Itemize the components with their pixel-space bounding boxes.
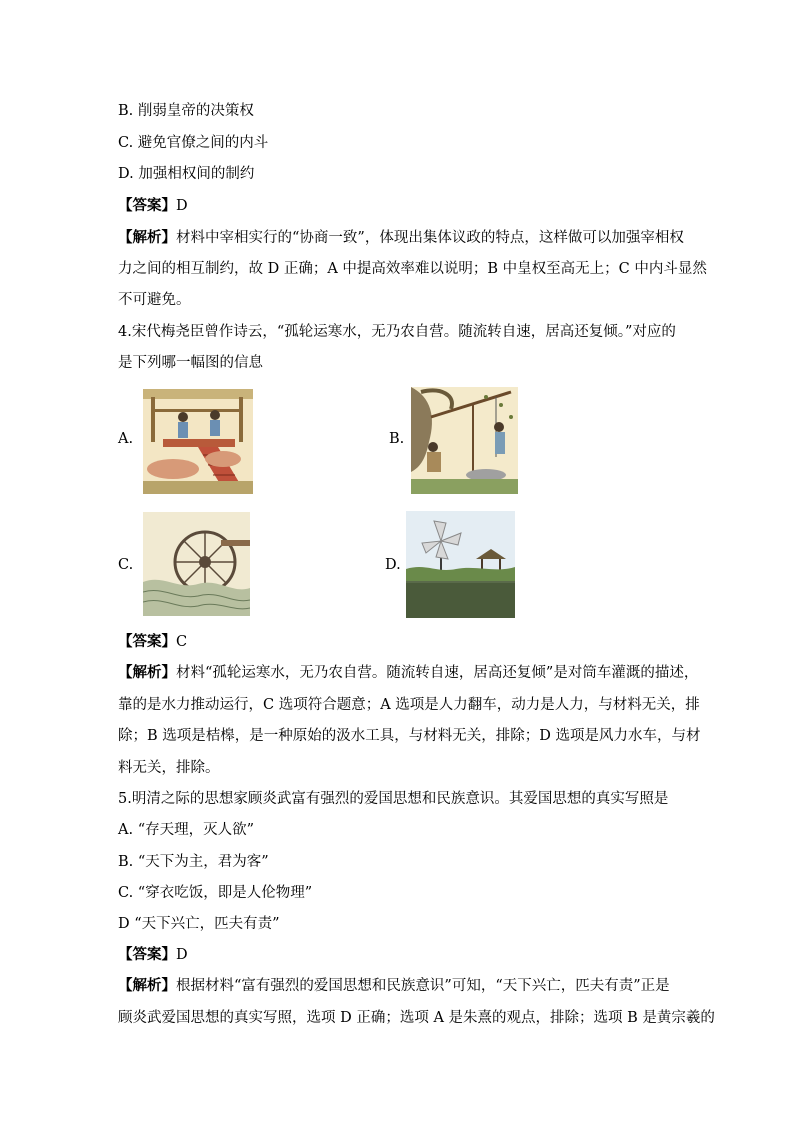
analysis-text: 材料中宰相实行的“协商一致”，体现出集体议政的特点，这样做可以加强宰相权 — [176, 230, 684, 246]
answer-label: 【答案】 — [118, 198, 176, 214]
question-4-stem-2: 是下列哪一幅图的信息 — [118, 355, 263, 371]
option-c: C. 避免官僚之间的内斗 — [118, 135, 269, 151]
treadle-water-wheel-image — [143, 389, 253, 494]
analysis-text: 根据材料“富有强烈的爱国思想和民族意识”可知，“天下兴亡，匹夫有责”正是 — [176, 978, 670, 994]
image-label-b: B. — [389, 431, 405, 447]
question-5-stem: 5.明清之际的思想家顾炎武富有强烈的爱国思想和民族意识。其爱国思想的真实写照是 — [118, 791, 669, 807]
answer-value: D — [176, 947, 188, 963]
question-4-stem-1: 4.宋代梅尧臣曾作诗云，“孤轮运寒水，无乃农自营。随流转自速，居高还复倾。”对应的 — [118, 324, 676, 340]
answer-label: 【答案】 — [118, 634, 176, 650]
answer-label: 【答案】 — [118, 947, 176, 963]
answer-line-4 — [118, 632, 187, 652]
analysis-line-3: 不可避免。 — [118, 292, 191, 308]
answer-value: D — [176, 198, 188, 214]
analysis-line-4-1 — [118, 663, 698, 683]
option-c: C. “穿衣吃饭，即是人伦物理” — [118, 885, 313, 901]
analysis-text: 材料“孤轮运寒水，无乃农自营。随流转自速，居高还复倾”是对筒车灌溉的描述， — [176, 665, 699, 681]
analysis-line-4-2: 靠的是水力推动运行，C 选项符合题意；A 选项是人力翻车，动力是人力，与材料无关，排 — [118, 697, 700, 713]
option-d: D. 加强相权间的制约 — [118, 166, 255, 182]
analysis-label: 【解析】 — [118, 230, 176, 246]
image-label-a: A. — [118, 431, 134, 447]
analysis-line-4-4: 料无关，排除。 — [118, 760, 220, 776]
analysis-line-1 — [118, 228, 684, 248]
analysis-line-4-3: 除；B 选项是桔槔，是一种原始的汲水工具，与材料无关，排除；D 选项是风力水车，与材 — [118, 728, 701, 744]
analysis-label: 【解析】 — [118, 665, 176, 681]
well-sweep-image — [411, 387, 518, 494]
answer-line-5 — [118, 945, 188, 965]
tube-water-wheel-image — [143, 512, 250, 616]
windmill-water-wheel-photo — [406, 511, 515, 618]
answer-value: C — [176, 634, 188, 650]
analysis-label: 【解析】 — [118, 978, 176, 994]
option-b: B. “天下为主，君为客” — [118, 854, 269, 870]
option-d: D “天下兴亡，匹夫有责” — [118, 916, 280, 932]
analysis-line-5-2: 顾炎武爱国思想的真实写照，选项 D 正确；选项 A 是朱熹的观点，排除；选项 B 是黄宗羲的 — [118, 1010, 715, 1026]
option-a: A. “存天理，灭人欲” — [118, 822, 255, 838]
analysis-line-2: 力之间的相互制约，故 D 正确；A 中提高效率难以说明；B 中皇权至高无上；C 中内斗显然 — [118, 261, 707, 277]
image-label-d: D. — [385, 557, 401, 573]
image-label-c: C. — [118, 557, 134, 573]
answer-line — [118, 196, 188, 216]
analysis-line-5-1 — [118, 976, 670, 996]
option-b: B. 削弱皇帝的决策权 — [118, 103, 254, 119]
